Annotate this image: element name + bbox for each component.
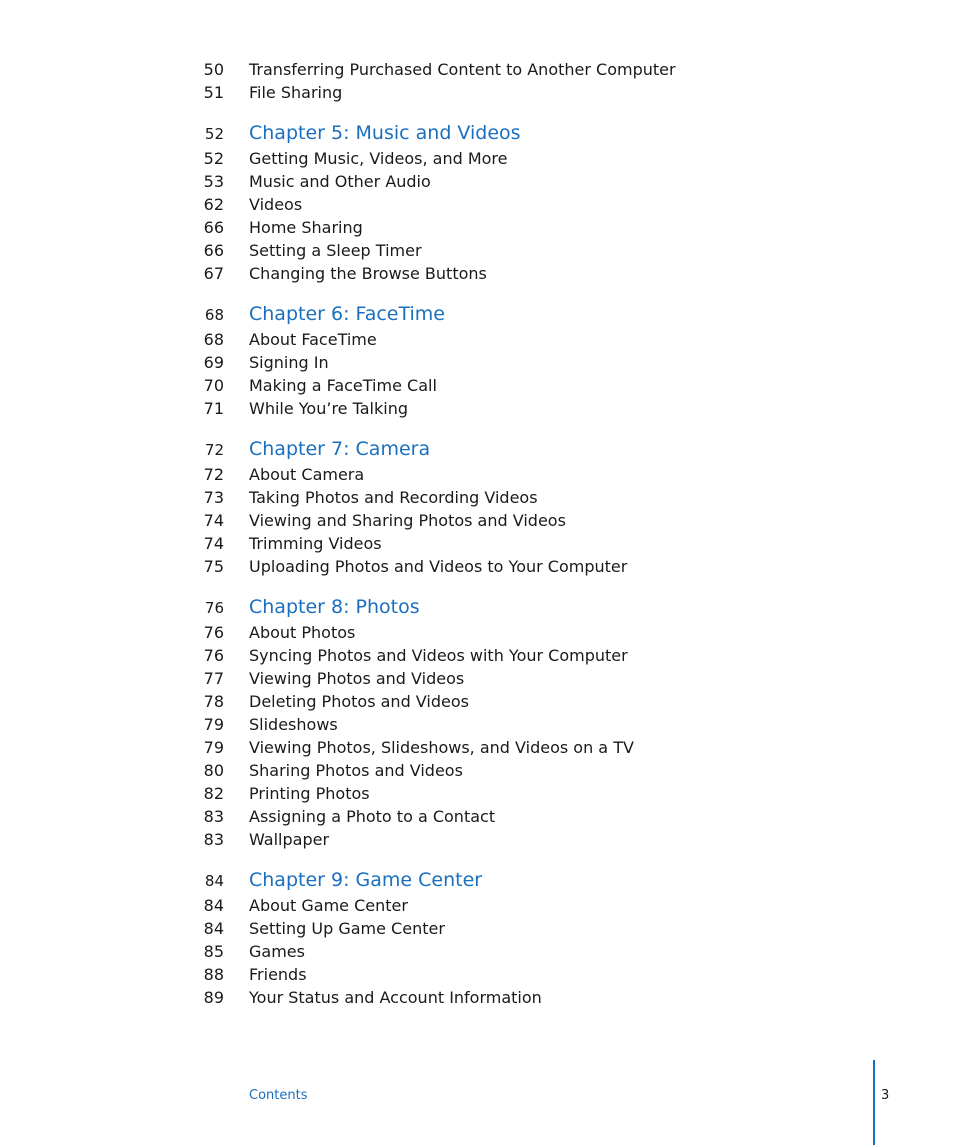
entry-page-number: 83 [203, 830, 224, 849]
entry-page-number: 68 [203, 330, 224, 349]
toc-entry[interactable] [0, 555, 954, 578]
entry-page-number: 75 [203, 557, 224, 576]
toc-entry[interactable] [0, 397, 954, 420]
entry-title: About Photos [249, 623, 356, 642]
chapter-heading[interactable] [0, 869, 954, 894]
entry-page-number: 76 [203, 623, 224, 642]
entry-page-number: 72 [203, 465, 224, 484]
entry-page-number: 52 [203, 149, 224, 168]
chapter-heading[interactable] [0, 303, 954, 328]
entry-title: Syncing Photos and Videos with Your Computer [249, 646, 628, 665]
toc-entry[interactable] [0, 216, 954, 239]
toc-entry[interactable] [0, 170, 954, 193]
toc-intro-group [0, 58, 954, 104]
chapter-section [0, 303, 954, 420]
entry-page-number: 77 [203, 669, 224, 688]
entry-page-number: 74 [203, 511, 224, 530]
toc-entry[interactable] [0, 509, 954, 532]
chapter-page-number: 52 [204, 125, 224, 143]
chapter-section [0, 122, 954, 285]
entry-title: Setting Up Game Center [249, 919, 445, 938]
chapter-title: Chapter 7: Camera [249, 438, 431, 460]
entry-title: Changing the Browse Buttons [249, 264, 487, 283]
toc-entry[interactable] [0, 759, 954, 782]
chapter-section [0, 438, 954, 578]
entry-title: Games [249, 942, 305, 961]
entry-title: Printing Photos [249, 784, 370, 803]
entry-page-number: 84 [203, 919, 224, 938]
toc-entry[interactable] [0, 667, 954, 690]
entry-page-number: 50 [203, 60, 224, 79]
entry-title: Slideshows [249, 715, 338, 734]
entry-page-number: 89 [203, 988, 224, 1007]
entry-page-number: 83 [203, 807, 224, 826]
entry-title: Viewing and Sharing Photos and Videos [249, 511, 566, 530]
entry-title: Assigning a Photo to a Contact [249, 807, 496, 826]
toc-entry[interactable] [0, 986, 954, 1009]
entry-page-number: 76 [203, 646, 224, 665]
footer-divider [873, 1060, 875, 1145]
entry-title: Transferring Purchased Content to Another Computer [249, 60, 676, 79]
toc-entry[interactable] [0, 805, 954, 828]
chapter-heading[interactable] [0, 438, 954, 463]
entry-page-number: 51 [203, 83, 224, 102]
chapter-title: Chapter 9: Game Center [249, 869, 483, 891]
entry-title: While You’re Talking [249, 399, 408, 418]
toc-entry[interactable] [0, 532, 954, 555]
entry-page-number: 62 [203, 195, 224, 214]
entry-title: Viewing Photos, Slideshows, and Videos on a TV [249, 738, 634, 757]
entry-title: Deleting Photos and Videos [249, 692, 469, 711]
entry-page-number: 67 [203, 264, 224, 283]
toc-entry[interactable] [0, 239, 954, 262]
entry-page-number: 73 [203, 488, 224, 507]
toc-entry[interactable] [0, 713, 954, 736]
entry-title: Getting Music, Videos, and More [249, 149, 508, 168]
toc-entry[interactable] [0, 486, 954, 509]
entry-page-number: 79 [203, 738, 224, 757]
entry-title: Home Sharing [249, 218, 363, 237]
chapter-title: Chapter 6: FaceTime [249, 303, 445, 325]
chapter-title: Chapter 8: Photos [249, 596, 420, 618]
entry-title: Music and Other Audio [249, 172, 431, 191]
entry-page-number: 74 [203, 534, 224, 553]
chapter-page-number: 72 [204, 441, 224, 459]
entry-page-number: 71 [203, 399, 224, 418]
chapter-page-number: 84 [204, 872, 224, 890]
entry-page-number: 78 [203, 692, 224, 711]
toc-entry[interactable] [0, 58, 954, 81]
entry-title: Trimming Videos [249, 534, 382, 553]
toc-entry[interactable] [0, 940, 954, 963]
toc-entry[interactable] [0, 193, 954, 216]
chapter-page-number: 68 [204, 306, 224, 324]
toc-entry[interactable] [0, 894, 954, 917]
entry-title: Friends [249, 965, 307, 984]
entry-title: Setting a Sleep Timer [249, 241, 422, 260]
entry-page-number: 70 [203, 376, 224, 395]
page-number: 3 [881, 1088, 890, 1103]
entry-page-number: 85 [203, 942, 224, 961]
chapter-section [0, 596, 954, 851]
entry-page-number: 66 [203, 218, 224, 237]
entry-page-number: 84 [203, 896, 224, 915]
toc-entry[interactable] [0, 917, 954, 940]
chapter-title: Chapter 5: Music and Videos [249, 122, 521, 144]
table-of-contents [0, 58, 954, 1009]
toc-entry[interactable] [0, 262, 954, 285]
entry-title: Taking Photos and Recording Videos [249, 488, 538, 507]
entry-title: Viewing Photos and Videos [249, 669, 465, 688]
chapter-heading[interactable] [0, 122, 954, 147]
entry-page-number: 53 [203, 172, 224, 191]
toc-entry[interactable] [0, 690, 954, 713]
entry-page-number: 82 [203, 784, 224, 803]
entry-title: Sharing Photos and Videos [249, 761, 463, 780]
toc-entry[interactable] [0, 782, 954, 805]
footer-section-label: Contents [249, 1088, 308, 1103]
toc-entry[interactable] [0, 81, 954, 104]
chapter-heading[interactable] [0, 596, 954, 621]
toc-entry[interactable] [0, 963, 954, 986]
toc-entry[interactable] [0, 621, 954, 644]
entry-page-number: 79 [203, 715, 224, 734]
entry-title: Videos [249, 195, 303, 214]
entry-title: Wallpaper [249, 830, 330, 849]
entry-title: About Game Center [249, 896, 408, 915]
toc-entry[interactable] [0, 328, 954, 351]
chapter-section [0, 869, 954, 1009]
entry-title: About Camera [249, 465, 365, 484]
entry-title: Signing In [249, 353, 329, 372]
entry-page-number: 66 [203, 241, 224, 260]
entry-page-number: 69 [203, 353, 224, 372]
entry-title: Uploading Photos and Videos to Your Computer [249, 557, 628, 576]
entry-page-number: 80 [203, 761, 224, 780]
chapter-page-number: 76 [204, 599, 224, 617]
toc-entry[interactable] [0, 147, 954, 170]
entry-page-number: 88 [203, 965, 224, 984]
toc-entry[interactable] [0, 644, 954, 667]
entry-title: About FaceTime [249, 330, 377, 349]
toc-entry[interactable] [0, 463, 954, 486]
entry-title: Making a FaceTime Call [249, 376, 437, 395]
entry-title: Your Status and Account Information [249, 988, 542, 1007]
toc-entry[interactable] [0, 374, 954, 397]
toc-entry[interactable] [0, 828, 954, 851]
toc-entry[interactable] [0, 351, 954, 374]
entry-title: File Sharing [249, 83, 343, 102]
toc-entry[interactable] [0, 736, 954, 759]
